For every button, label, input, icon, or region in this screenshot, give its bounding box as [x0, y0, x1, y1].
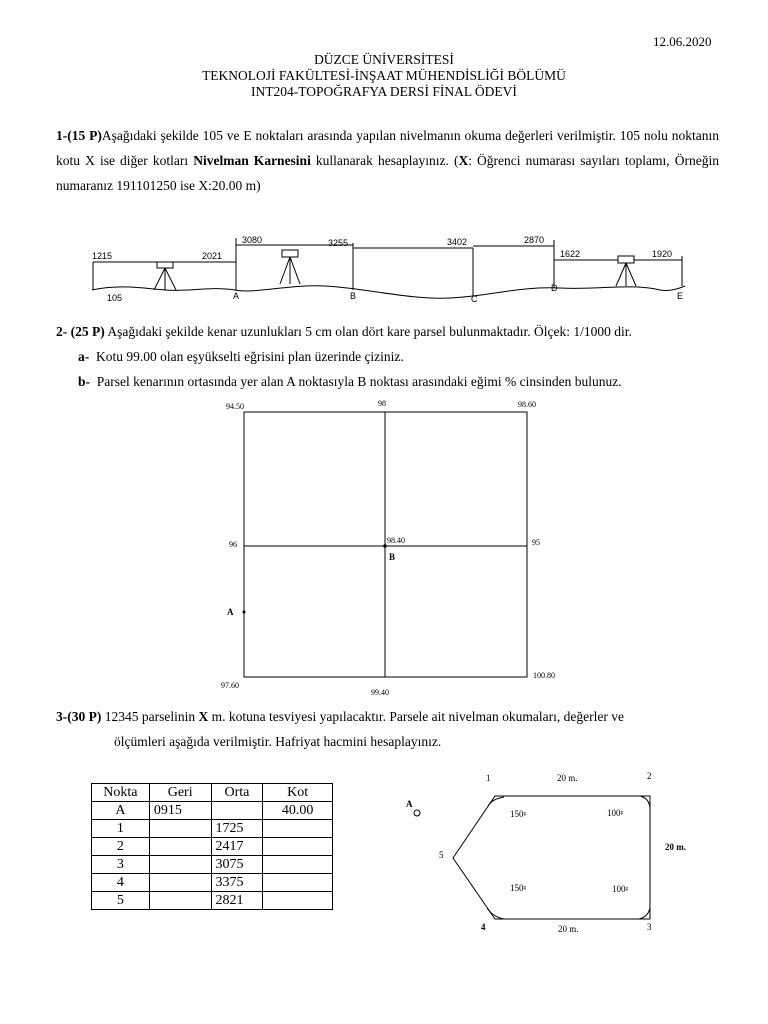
- q1-text-2: kullanarak hesaplayınız. (: [310, 153, 459, 168]
- point-E: E: [677, 291, 684, 301]
- elev-bottom-right: 100.80: [533, 671, 555, 680]
- faculty-title: TEKNOLOJİ FAKÜLTESİ-İNŞAAT MÜHENDİSLİĞİ BÖLÜMÜ: [202, 68, 566, 83]
- table-cell: 2: [92, 838, 150, 856]
- level-instrument-1: [154, 262, 176, 290]
- table-cell: 1725: [211, 820, 263, 838]
- date: 12.06.2020: [653, 34, 712, 49]
- point-a-dot: [243, 611, 246, 614]
- q1-text-1: Aşağıdaki şekilde 105 ve E noktaları arasında yapılan nivelmanın okuma değerleri verilmiştir. 105 nolu noktanın kotu X ise diğer kotları: [56, 128, 719, 168]
- level-instrument-3: [616, 256, 636, 286]
- table-cell: [263, 838, 333, 856]
- q1-text-3: : Öğrenci numarası sayıları toplamı, Örneğin numaranız 191101250 ise X:20.00 m): [56, 153, 719, 193]
- parcel-point-3: 3: [647, 922, 652, 932]
- table-cell: 3075: [211, 856, 263, 874]
- elev-bottom-left: 97.60: [221, 681, 239, 690]
- point-a-circle: [414, 810, 420, 816]
- q2-item-b: [78, 369, 622, 394]
- question-1: [56, 123, 719, 198]
- q2-b-label: b-: [78, 374, 91, 389]
- angle-arc-3: [639, 908, 650, 919]
- reading-8: 1920: [652, 249, 673, 259]
- parcel-polygon-figure: [400, 766, 700, 941]
- table-cell: [149, 874, 211, 892]
- reading-5: 3402: [447, 237, 468, 247]
- q3-text-3: ölçümleri aşağıda verilmiştir. Hafriyat hacmini hesaplayınız.: [114, 734, 442, 749]
- reading-2: 2021: [202, 251, 223, 261]
- parcel-point-1: 1: [486, 773, 491, 783]
- table-cell: 2417: [211, 838, 263, 856]
- q3-x: X: [198, 709, 209, 724]
- leveling-table: [91, 783, 333, 910]
- table-row: [92, 838, 333, 856]
- point-C: C: [471, 294, 478, 304]
- table-header: Nokta: [92, 784, 150, 802]
- table-row: [92, 820, 333, 838]
- table-cell: 3375: [211, 874, 263, 892]
- parcel-point-5: 5: [439, 850, 444, 860]
- table-cell: [149, 892, 211, 910]
- label-point-b: B: [389, 552, 396, 562]
- level-instrument-2: [280, 250, 300, 284]
- table-cell: [149, 820, 211, 838]
- elev-mid-left: 96: [229, 540, 237, 549]
- q1-bold: Nivelman Karnesini: [193, 153, 311, 168]
- elev-center: 98.40: [387, 536, 405, 545]
- table-cell: 5: [92, 892, 150, 910]
- q2-b-text: Parsel kenarının ortasında yer alan A noktasıyla B noktası arasındaki eğimi % cinsinden bulunuz.: [96, 374, 622, 389]
- q1-number: 1-(15 P): [56, 128, 102, 143]
- parcel-point-4: 4: [481, 922, 486, 932]
- question-3: [56, 704, 719, 729]
- q2-a-text: Kotu 99.00 olan eşyükselti eğrisini plan üzerinde çiziniz.: [96, 349, 404, 364]
- reading-4: 3255: [328, 238, 349, 248]
- point-D: D: [551, 283, 558, 293]
- reading-6: 2870: [524, 235, 545, 245]
- university-title: DÜZCE ÜNİVERSİTESİ: [314, 52, 454, 67]
- length-bottom: 20 m.: [558, 924, 579, 934]
- q2-text: Aşağıdaki şekilde kenar uzunlukları 5 cm olan dört kare parsel bulunmaktadır. Ölçek: 1/1000 dir.: [104, 324, 632, 339]
- table-cell: A: [92, 802, 150, 820]
- course-title: INT204-TOPOĞRAFYA DERSİ FİNAL ÖDEVİ: [251, 84, 517, 99]
- table-cell: 2821: [211, 892, 263, 910]
- point-105: 105: [107, 293, 123, 303]
- table-cell: [263, 892, 333, 910]
- q3-text-1: 12345 parselinin: [101, 709, 199, 724]
- table-cell: [263, 856, 333, 874]
- q3-number: 3-(30 P): [56, 709, 102, 724]
- angle-bottom-right: 100ᵍ: [612, 884, 629, 894]
- table-header: Kot: [263, 784, 333, 802]
- leveling-profile-figure: [90, 228, 690, 308]
- length-top: 20 m.: [557, 773, 578, 783]
- elev-top-left: 94.50: [226, 402, 244, 411]
- angle-arc-4: [487, 908, 504, 919]
- table-cell: 40.00: [263, 802, 333, 820]
- table-row: [92, 892, 333, 910]
- parcel-point-2: 2: [647, 771, 652, 781]
- elev-mid-right: 95: [532, 538, 540, 547]
- table-cell: [149, 838, 211, 856]
- table-row: [92, 802, 333, 820]
- q2-number: 2- (25 P): [56, 324, 105, 339]
- q3-text-2: m. kotuna tesviyesi yapılacaktır. Parsele ait nivelman okumaları, değerler ve: [208, 709, 624, 724]
- q1-x: X: [458, 153, 469, 168]
- angle-arc-1: [488, 797, 504, 806]
- parcel-grid-figure: [215, 395, 565, 700]
- label-point-a: A: [227, 607, 234, 617]
- reading-1: 1215: [92, 251, 113, 261]
- table-header: Geri: [149, 784, 211, 802]
- table-cell: 4: [92, 874, 150, 892]
- angle-top-left: 150ᵍ: [510, 809, 527, 819]
- elev-bottom-mid: 99.40: [371, 688, 389, 697]
- reading-3: 3080: [242, 235, 263, 245]
- point-A: A: [233, 291, 240, 301]
- elev-top-right: 98.60: [518, 400, 536, 409]
- terrain-line: [92, 286, 685, 298]
- table-row: [92, 856, 333, 874]
- angle-bottom-left: 150ᵍ: [510, 883, 527, 893]
- point-B: B: [350, 291, 357, 301]
- length-right: 20 m.: [665, 842, 686, 852]
- table-cell: 3: [92, 856, 150, 874]
- angle-arc-2: [640, 796, 650, 808]
- table-cell: 0915: [149, 802, 211, 820]
- table-header: Orta: [211, 784, 263, 802]
- q2-item-a: [78, 344, 404, 369]
- angle-top-right: 100ᵍ: [607, 808, 624, 818]
- table-cell: 1: [92, 820, 150, 838]
- elev-top-mid: 98: [378, 399, 386, 408]
- table-cell: [149, 856, 211, 874]
- parcel-point-a: A: [406, 799, 413, 809]
- q2-a-label: a-: [78, 349, 90, 364]
- table-row: [92, 874, 333, 892]
- table-header-row: [92, 784, 333, 802]
- table-cell: [263, 874, 333, 892]
- reading-7: 1622: [560, 249, 581, 259]
- table-cell: [211, 802, 263, 820]
- table-cell: [263, 820, 333, 838]
- question-2: [56, 319, 719, 344]
